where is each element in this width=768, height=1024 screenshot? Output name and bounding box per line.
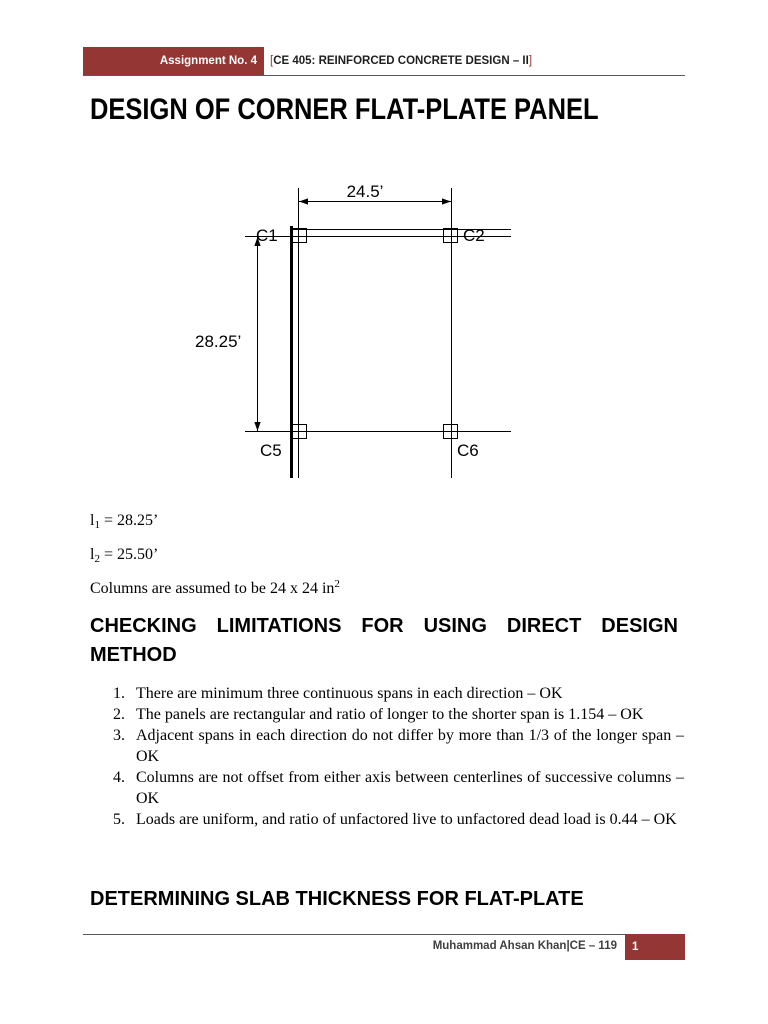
limitations-list: [113, 683, 684, 830]
course-title-bracket-close: ]: [528, 55, 533, 67]
footer-author: Muhammad Ahsan Khan|CE – 119: [432, 940, 617, 952]
list-item-number: 4.: [113, 769, 125, 786]
dimension-label-vertical: 28.25’: [195, 332, 242, 351]
section-heading-slab-thickness: DETERMINING SLAB THICKNESS FOR FLAT-PLATE: [90, 888, 584, 910]
column-label-c6: C6: [457, 441, 479, 460]
column-c2-square: [444, 229, 458, 243]
span-l2: [90, 544, 158, 565]
column-label-c2: C2: [463, 226, 485, 245]
column-label-c5: C5: [260, 441, 282, 460]
footer-rule: [83, 934, 625, 935]
section-heading-limitations: CHECKING LIMITATIONS FOR USING DIRECT DESIGN METHOD: [90, 615, 678, 666]
list-item-text: There are minimum three continuous spans in each direction – OK: [136, 685, 563, 702]
list-item: [113, 704, 684, 725]
list-item-text: Loads are uniform, and ratio of unfactored live to unfactored dead load is 0.44 – OK: [136, 811, 677, 828]
span-value: = 28.25’: [103, 512, 159, 529]
list-item-number: 5.: [113, 811, 125, 828]
columns-note-superscript: 2: [334, 578, 340, 590]
columns-note: [90, 578, 340, 599]
span-subscript: 1: [94, 519, 100, 531]
dimension-label-horizontal: 24.5’: [346, 182, 384, 201]
header-rule: [83, 75, 685, 76]
footer-page-box: [625, 934, 685, 960]
course-title: [270, 54, 532, 68]
list-item: [113, 725, 684, 767]
list-item: [113, 767, 684, 809]
list-item: [113, 683, 684, 704]
columns-note-text: Columns are assumed to be 24 x 24 in: [90, 580, 335, 597]
span-subscript: 2: [94, 553, 100, 565]
column-c1-square: [293, 229, 307, 243]
list-item-text: Adjacent spans in each direction do not differ by more than 1/3 of the longer span – OK: [136, 727, 684, 765]
span-l1: [90, 510, 158, 531]
list-item-number: 3.: [113, 727, 125, 744]
page-title: DESIGN OF CORNER FLAT-PLATE PANEL: [90, 93, 599, 126]
assignment-label: Assignment No. 4: [159, 55, 257, 67]
corner-panel-diagram: [180, 170, 520, 485]
list-item-text: The panels are rectangular and ratio of longer to the shorter span is 1.154 – OK: [136, 706, 644, 723]
header-assignment-box: [83, 47, 264, 75]
span-value: = 25.50’: [103, 546, 159, 563]
course-title-text: CE 405: REINFORCED CONCRETE DESIGN – II: [273, 55, 529, 67]
span-symbol: l: [90, 546, 95, 563]
list-item-text: Columns are not offset from either axis between centerlines of successive columns – OK: [136, 769, 684, 807]
list-item-number: 1.: [113, 685, 125, 702]
list-item: [113, 809, 684, 830]
page-number: 1: [632, 941, 639, 953]
span-symbol: l: [90, 512, 95, 529]
column-label-c1: C1: [256, 226, 278, 245]
course-title-bracket-open: [: [270, 55, 274, 67]
list-item-number: 2.: [113, 706, 125, 723]
